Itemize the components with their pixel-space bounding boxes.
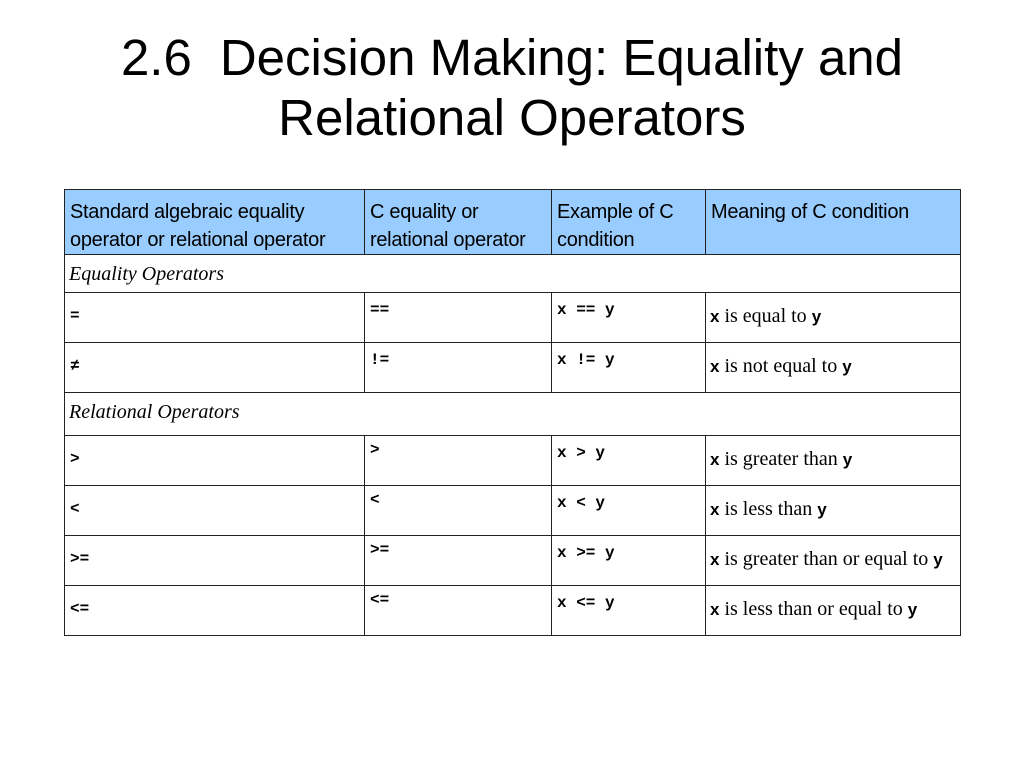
var-x: x — [710, 307, 720, 326]
meaning-cell — [706, 586, 961, 636]
title-line-1: Decision Making: Equality and — [219, 29, 904, 86]
table-row — [65, 586, 961, 636]
algebraic-cell: >= — [65, 536, 365, 586]
section-row-relational — [65, 393, 961, 436]
table-row — [65, 343, 961, 393]
var-y: y — [842, 357, 852, 376]
section-row-equality — [65, 255, 961, 293]
meaning-cell — [706, 486, 961, 536]
c-operator-cell: != — [365, 343, 552, 393]
example-cell: x != y — [552, 343, 706, 393]
algebraic-cell: ≠ — [65, 343, 365, 393]
c-operator-cell: < — [365, 486, 552, 536]
title-line-2: Relational Operators — [278, 89, 746, 146]
var-x: x — [710, 450, 720, 469]
example-cell: x == y — [552, 293, 706, 343]
meaning-cell — [706, 343, 961, 393]
meaning-text: is less than or equal to — [719, 598, 908, 620]
slide-title — [0, 28, 1024, 148]
meaning-cell — [706, 536, 961, 586]
var-x: x — [710, 500, 720, 519]
var-y: y — [842, 450, 853, 469]
header-meaning: Meaning of C condition — [706, 190, 961, 255]
algebraic-cell: = — [65, 293, 365, 343]
c-operator-cell: > — [365, 436, 552, 486]
c-operator-cell: == — [365, 293, 552, 343]
meaning-text: is greater than — [719, 448, 843, 470]
header-c-operator: C equality or relational operator — [365, 190, 552, 255]
var-x: x — [710, 357, 720, 376]
var-y: y — [933, 550, 943, 569]
var-y: y — [811, 307, 822, 326]
table-row — [65, 486, 961, 536]
meaning-text: is not equal to — [719, 355, 843, 377]
meaning-text: is greater than or equal to — [719, 548, 934, 570]
header-algebraic: Standard algebraic equality operator or relational operator — [65, 190, 365, 255]
c-operator-cell: >= — [365, 536, 552, 586]
meaning-cell — [706, 436, 961, 486]
meaning-cell — [706, 293, 961, 343]
operators-table — [64, 189, 961, 636]
var-x: x — [710, 550, 720, 569]
table-row — [65, 293, 961, 343]
table-row — [65, 536, 961, 586]
section-label-equality: Equality Operators — [65, 255, 961, 293]
algebraic-cell: <= — [65, 586, 365, 636]
c-operator-cell: <= — [365, 586, 552, 636]
table-row — [65, 436, 961, 486]
meaning-text: is less than — [719, 498, 818, 520]
example-cell: x > y — [552, 436, 706, 486]
example-cell: x >= y — [552, 536, 706, 586]
header-row — [65, 190, 961, 255]
title-number: 2.6 — [120, 29, 192, 86]
algebraic-cell: < — [65, 486, 365, 536]
meaning-text: is equal to — [719, 305, 812, 327]
var-x: x — [710, 600, 720, 619]
var-y: y — [817, 500, 827, 519]
example-cell: x < y — [552, 486, 706, 536]
example-cell: x <= y — [552, 586, 706, 636]
algebraic-cell: > — [65, 436, 365, 486]
header-example: Example of C condition — [552, 190, 706, 255]
var-y: y — [907, 600, 918, 619]
section-label-relational: Relational Operators — [65, 393, 961, 436]
